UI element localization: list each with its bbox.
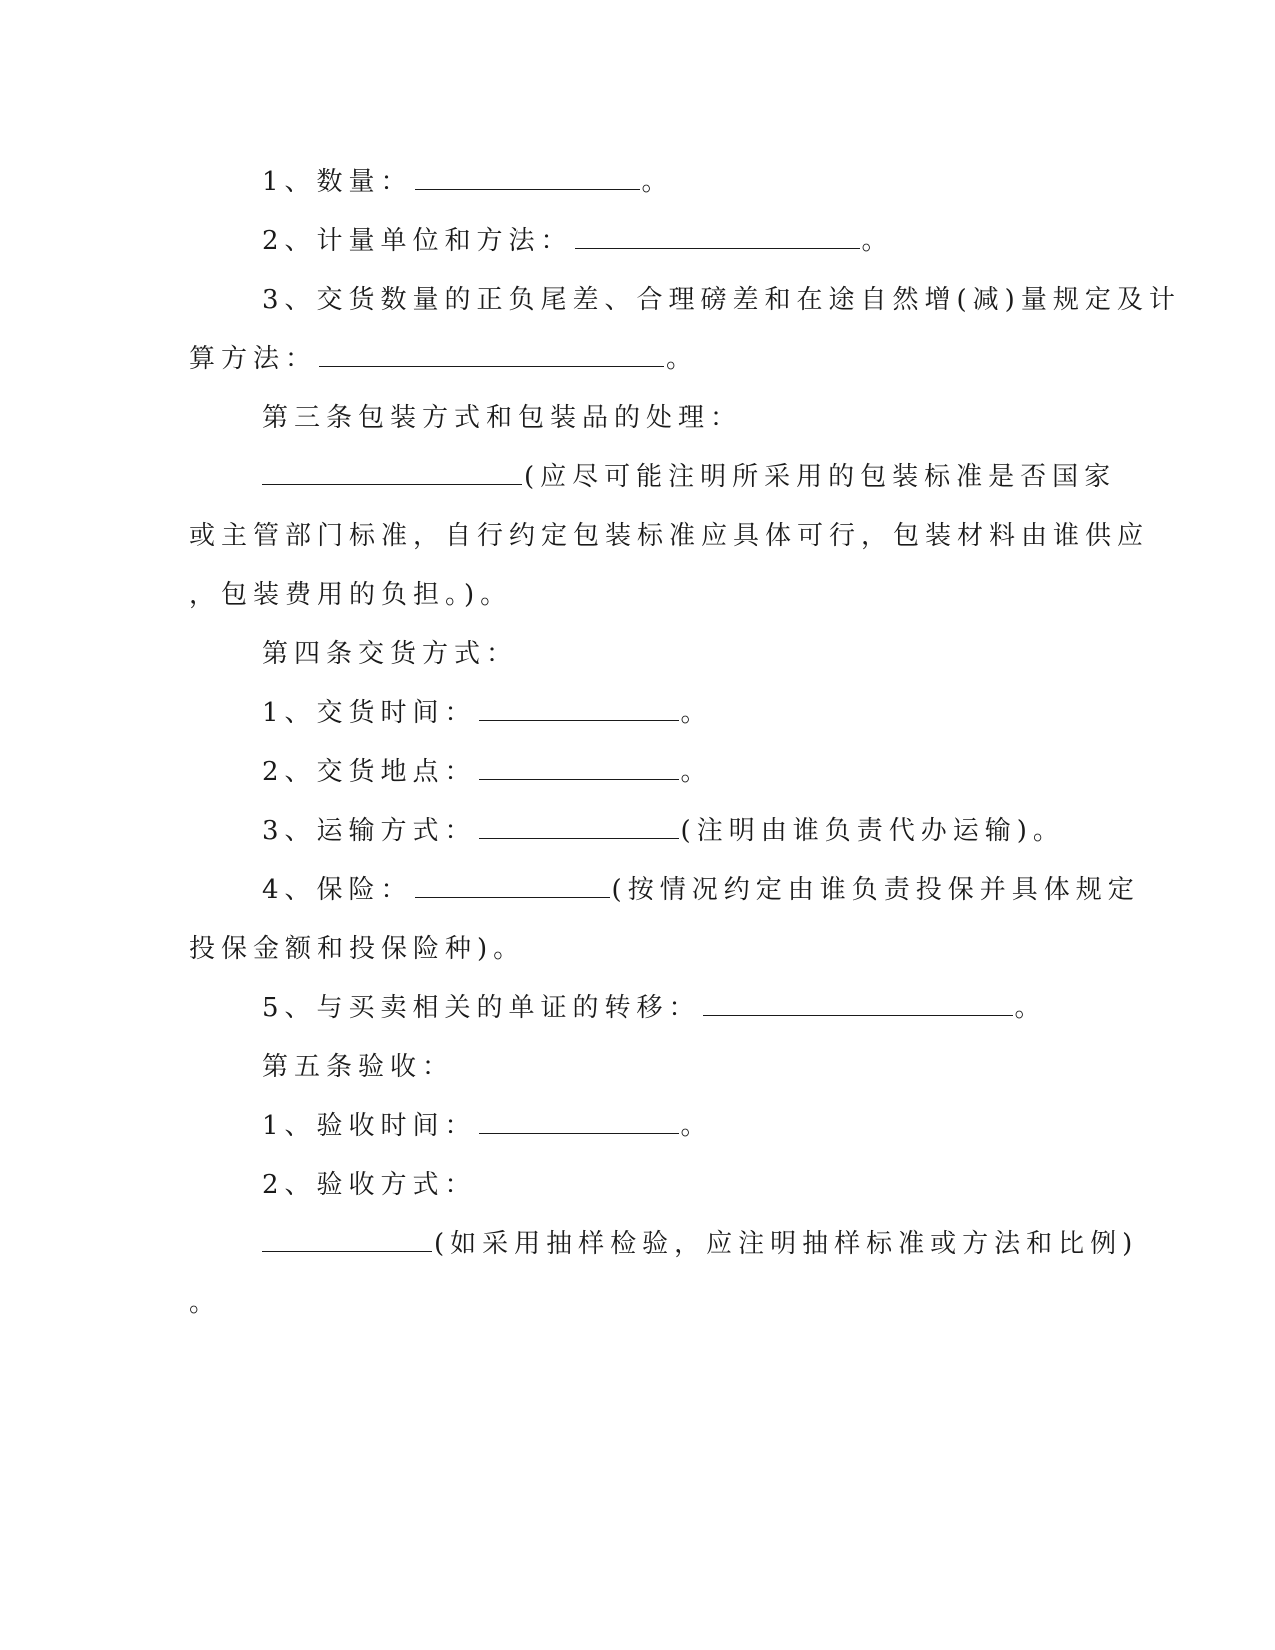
quantity-label: 1、数量： [262,167,413,197]
inspection-note: (如采用抽样检验，应注明抽样标准或方法和比例) [434,1229,1139,1259]
transport-line [262,814,1065,848]
line-end: 。 [680,698,713,728]
article-three-text: 第三条包装方式和包装品的处理： [262,403,743,433]
insurance-cont-line [189,932,525,966]
line-end: 。 [641,167,674,197]
inspection-method-blank[interactable] [262,1227,432,1252]
calc-method-label: 算方法： [189,344,318,374]
packaging-note: (应尽可能注明所采用的包装标准是否国家 [524,462,1117,492]
line-end: 。 [680,757,713,787]
quantity-line [262,165,674,199]
article-five-text: 第五条验收： [262,1052,455,1082]
delivery-place-line [262,755,713,789]
unit-method-line [262,224,894,258]
documents-blank[interactable] [703,991,1013,1016]
line-end: 。 [861,226,894,256]
insurance-note: (按情况约定由谁负责投保并具体规定 [611,875,1140,905]
line-end: 。 [1014,993,1047,1023]
transport-note: (注明由谁负责代办运输)。 [680,816,1065,846]
inspection-time-blank[interactable] [479,1109,679,1134]
insurance-cont-text: 投保金额和投保险种)。 [189,934,526,964]
article-four-text: 第四条交货方式： [262,639,519,669]
inspection-method-line [262,1168,477,1202]
calc-method-line [189,342,698,376]
insurance-line [262,873,1140,907]
final-period: 。 [189,1288,222,1318]
transport-label: 3、运输方式： [262,816,477,846]
quantity-blank[interactable] [415,165,640,190]
documents-line [262,991,1047,1025]
delivery-time-label: 1、交货时间： [262,698,477,728]
delivery-time-line [262,696,713,730]
article-three-heading [262,401,742,435]
tolerance-line [262,283,1181,317]
unit-method-label: 2、计量单位和方法： [262,226,573,256]
transport-blank[interactable] [479,814,679,839]
final-period-line [189,1286,221,1320]
delivery-time-blank[interactable] [479,696,679,721]
inspection-time-line [262,1109,713,1143]
insurance-blank[interactable] [415,873,610,898]
inspection-detail-line [262,1227,1138,1261]
unit-method-blank[interactable] [575,224,860,249]
packaging-cont-line [189,519,1149,553]
documents-label: 5、与买卖相关的单证的转移： [262,993,701,1023]
tolerance-text: 3、交货数量的正负尾差、合理磅差和在途自然增(减)量规定及计 [262,285,1181,315]
packaging-line [262,460,1116,494]
packaging-cont-text: 或主管部门标准，自行约定包装标准应具体可行，包装材料由谁供应 [189,521,1150,551]
line-end: 。 [680,1111,713,1141]
packaging-blank[interactable] [262,460,522,485]
article-five-heading [262,1050,454,1084]
calc-method-blank[interactable] [319,342,664,367]
article-four-heading [262,637,518,671]
inspection-method-label: 2、验收方式： [262,1170,477,1200]
insurance-label: 4、保险： [262,875,413,905]
delivery-place-blank[interactable] [479,755,679,780]
packaging-end-line [189,578,512,612]
delivery-place-label: 2、交货地点： [262,757,477,787]
inspection-time-label: 1、验收时间： [262,1111,477,1141]
line-end: 。 [666,344,699,374]
packaging-end-text: ，包装费用的负担。)。 [189,580,513,610]
